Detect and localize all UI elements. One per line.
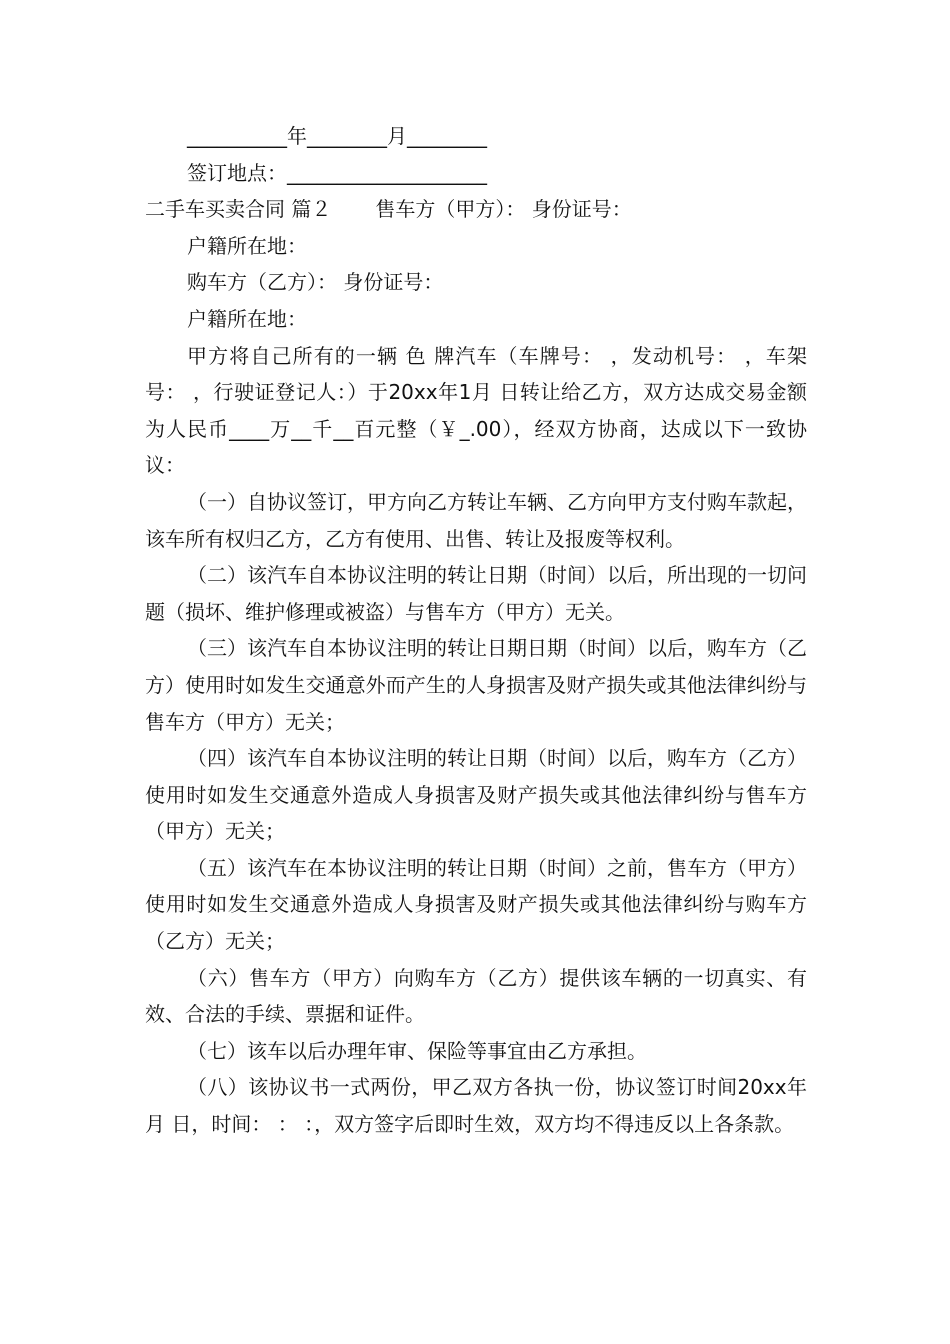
date-line: __________年________月________: [187, 124, 487, 148]
clause-1: （一）自协议签订，甲方向乙方转让车辆、乙方向甲方支付购车款起，该车所有权归乙方，乙方有使用、出售、转让及报废等权利。: [145, 489, 807, 551]
intro-paragraph: 甲方将自己所有的一辆 色 牌汽车（车牌号： ，发动机号： ，车架号： ，行驶证登记人：）于20xx年1月 日转让给乙方，双方达成交易金额为人民币____万__千__百元整（￥_.00），经双方协商，达成以下一致协议：: [145, 343, 807, 478]
clause-3: （三）该汽车自本协议注明的转让日期日期（时间）以后，购车方（乙方）使用时如发生交通意外而产生的人身损害及财产损失或其他法律纠纷与售车方（甲方）无关；: [145, 636, 807, 734]
buyer-header: 购车方（乙方）： 身份证号：: [187, 270, 444, 295]
section-title: 二手车买卖合同 篇２: [145, 197, 332, 222]
contract-body: [145, 118, 807, 1143]
clause-8: （八）该协议书一式两份，甲乙双方各执一份，协议签订时间20xx年 月 日，时间： ： ：，双方签字后即时生效，双方均不得违反以上各条款。: [145, 1075, 807, 1137]
clause-6: （六）售车方（甲方）向购车方（乙方）提供该车辆的一切真实、有效、合法的手续、票据和证件。: [145, 965, 807, 1027]
clause-2: （二）该汽车自本协议注明的转让日期（时间）以后，所出现的一切问题（损坏、维护修理或被盗）与售车方（甲方）无关。: [145, 563, 807, 624]
clause-5: （五）该汽车在本协议注明的转让日期（时间）之前，售车方（甲方）使用时如发生交通意外造成人身损害及财产损失或其他法律纠纷与购车方（乙方）无关；: [145, 855, 807, 954]
sign-place-line: 签订地点：____________________: [187, 160, 487, 185]
buyer-residence: 户籍所在地：: [187, 306, 307, 331]
clause-7: （七）该车以后办理年审、保险等事宜由乙方承担。: [187, 1038, 647, 1063]
section-header-line: [145, 191, 807, 228]
clause-4: （四）该汽车自本协议注明的转让日期（时间）以后，购车方（乙方）使用时如发生交通意外造成人身损害及财产损失或其他法律纠纷与售车方（甲方）无关；: [145, 746, 807, 844]
seller-residence: 户籍所在地：: [187, 233, 307, 258]
seller-header: 售车方（甲方）： 身份证号：: [375, 197, 632, 222]
